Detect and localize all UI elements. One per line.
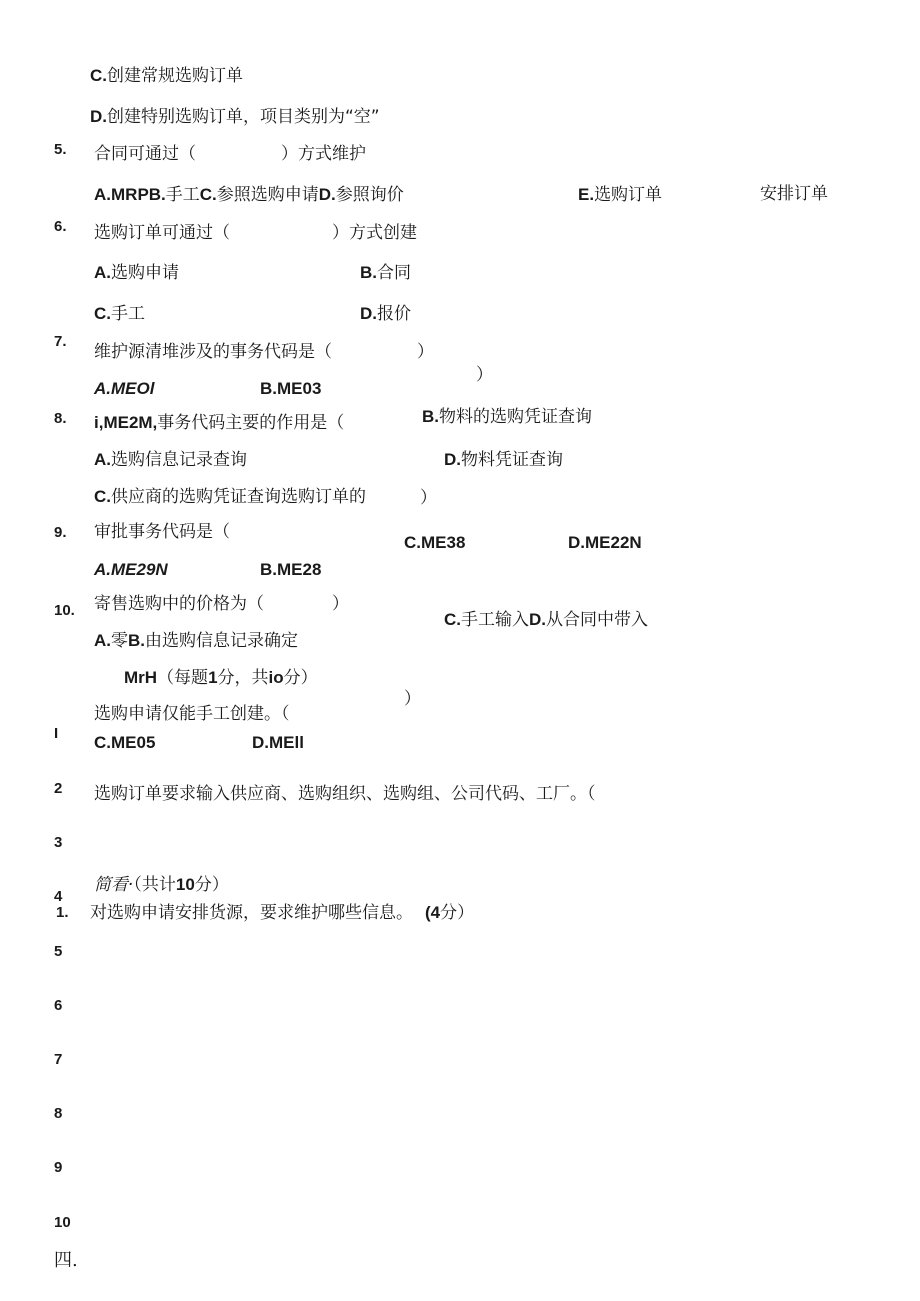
question-7-option-b: B.ME03	[260, 379, 322, 398]
option-c-prev: C.创建常规选购订单	[90, 66, 243, 86]
closing-paren: ）	[476, 365, 493, 385]
question-number-5: 5.	[54, 141, 67, 158]
question-7-option-a: A.MEOl	[94, 379, 155, 398]
option-c-me05: C.ME05	[94, 733, 156, 752]
question-8-option-d: D.物料凭证查询	[444, 450, 563, 470]
question-6-text: 选购订单可通过（ ）方式创建	[94, 223, 417, 243]
judgement-number-10: 10	[54, 1214, 71, 1231]
question-number-6: 6.	[54, 218, 67, 235]
short-answer-1-text: 对选购申请安排货源，要求维护哪些信息。 (4分）	[90, 903, 475, 923]
question-6-option-a: A.选购申请	[94, 263, 179, 283]
section-header-short-answer: 简看·（共计10分）	[94, 875, 229, 895]
judgement-number-2: 2	[54, 780, 63, 797]
judgement-1-text: 选购申请仅能手工创建。（	[94, 704, 290, 724]
question-9-text: 审批事务代码是（	[94, 522, 230, 542]
question-9-option-b: B.ME28	[260, 560, 322, 579]
judgement-number-1: I	[54, 725, 59, 742]
question-5-option-f: 安排订单	[760, 184, 828, 204]
judgement-number-5: 5	[54, 943, 63, 960]
question-7-text: 维护源清堆涉及的事务代码是（ ）	[94, 342, 434, 362]
judgement-number-4: 4	[54, 888, 63, 905]
short-answer-number-1: 1.	[56, 904, 69, 921]
question-6-option-b: B.合同	[360, 263, 411, 283]
question-8-option-b: B.物料的选购凭证查询	[422, 407, 592, 427]
question-8-option-c: C.供应商的选购凭证查询选购订单的	[94, 487, 366, 507]
question-5-text: 合同可通过（ ）方式维护	[94, 144, 366, 164]
question-number-9: 9.	[54, 524, 67, 541]
question-9-option-c: C.ME38	[404, 533, 466, 552]
section-four-heading: 四.	[54, 1250, 78, 1271]
option-d-prev: D.创建特别选购订单，项目类别为“空”	[90, 107, 380, 127]
question-5-options: A.MRPB.手工C.参照选购申请D.参照询价	[94, 185, 404, 205]
question-5-option-e: E.选购订单	[578, 185, 663, 205]
closing-paren: ）	[404, 689, 421, 709]
question-6-option-d: D.报价	[360, 304, 411, 324]
judgement-number-7: 7	[54, 1051, 63, 1068]
question-number-7: 7.	[54, 333, 67, 350]
question-10-text: 寄售选购中的价格为（ ）	[94, 594, 349, 614]
option-d-mell: D.MEll	[252, 733, 304, 752]
judgement-number-8: 8	[54, 1105, 63, 1122]
judgement-number-9: 9	[54, 1159, 63, 1176]
question-8-option-a: A.选购信息记录查询	[94, 450, 247, 470]
question-9-option-d: D.ME22N	[568, 533, 642, 552]
question-number-8: 8.	[54, 410, 67, 427]
question-10-options-cd: C.手工输入D.从合同中带入	[444, 610, 648, 630]
judgement-number-3: 3	[54, 834, 63, 851]
judgement-number-6: 6	[54, 997, 63, 1014]
question-number-10: 10.	[54, 602, 75, 619]
question-8-text: i,ME2M,事务代码主要的作用是（	[94, 413, 345, 433]
question-10-options-ab: A.零B.由选购信息记录确定	[94, 631, 298, 651]
section-header-judgement: MrH（每题1分，共io分）	[124, 668, 318, 688]
question-6-option-c: C.手工	[94, 304, 145, 324]
closing-paren: ）	[420, 488, 437, 508]
question-9-option-a: A.ME29N	[94, 560, 168, 579]
judgement-2-text: 选购订单要求输入供应商、选购组织、选购组、公司代码、工厂。（	[94, 784, 596, 804]
